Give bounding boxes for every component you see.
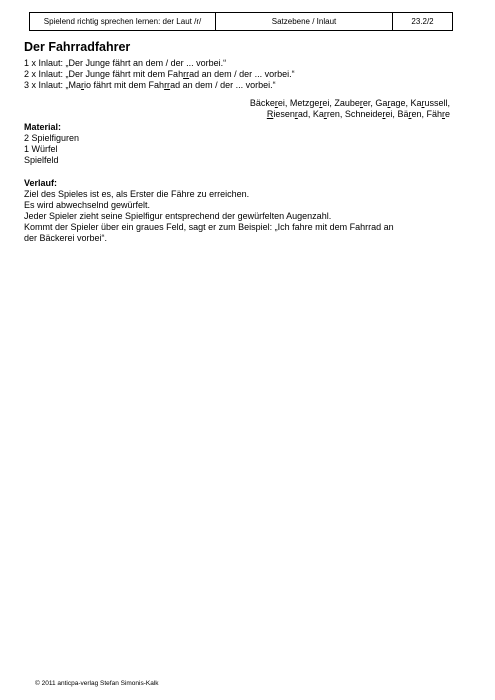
sentence-3-text-a: 3 x Inlaut: „Ma	[24, 80, 82, 90]
sentence-3-text-b: io fährt mit dem Fah	[84, 80, 165, 90]
verlauf-line: Jeder Spieler zieht seine Spielfigur entsprechend der gewürfelten Augenzahl.	[24, 211, 332, 221]
sentence-2-underlined: rr	[183, 69, 190, 79]
word-item: Bäckerei,	[249, 98, 290, 108]
header-series-title: Spielend richtig sprechen lernen: der Laut /r/	[30, 13, 216, 30]
material-item: Spielfeld	[24, 155, 59, 165]
verlauf-line: Es wird abwechselnd gewürfelt.	[24, 200, 151, 210]
sentence-1	[24, 58, 226, 69]
sentence-3-underlined-2: rr	[164, 80, 171, 90]
word-item: Fähre	[426, 109, 450, 119]
material-heading: Material:	[24, 122, 62, 132]
header-page-number: 23.2/2	[411, 17, 434, 26]
sentence-3	[24, 80, 276, 91]
word-list-line-2	[267, 109, 450, 120]
word-item: Metzgerei,	[289, 98, 335, 108]
sentence-2-text-a: 2 x Inlaut: „Der Junge fährt mit dem Fah	[24, 69, 184, 79]
verlauf-heading: Verlauf:	[24, 178, 58, 188]
word-item: Karren,	[312, 109, 345, 119]
word-item: Riesenrad,	[266, 109, 313, 119]
word-list-line-1	[250, 98, 450, 109]
word-item: Zauberer,	[334, 98, 376, 108]
material-item: 2 Spielfiguren	[24, 133, 80, 143]
verlauf-line: der Bäckerei vorbei“.	[24, 233, 108, 243]
copyright-footer: © 2011 anticpa-verlag Stefan Simonis-Kalk	[35, 680, 159, 687]
header-table	[29, 12, 453, 31]
sentence-2-text-b: ad an dem / der ... vorbei.“	[189, 69, 295, 79]
sentence-1-text: 1 x Inlaut: „Der Junge fährt an dem / der ... vorbei.“	[24, 58, 227, 68]
sentence-2	[24, 69, 295, 80]
material-item: 1 Würfel	[24, 144, 58, 154]
sentence-3-underlined-1: r	[81, 80, 85, 90]
header-level: Satzebene / Inlaut	[216, 13, 393, 30]
verlauf-line: Kommt der Spieler über ein graues Feld, sagt er zum Beispiel: „Ich fahre mit dem Fahrrad an	[24, 222, 394, 232]
word-item: Garage,	[375, 98, 411, 108]
sentence-3-text-c: ad an dem / der ... vorbei.“	[170, 80, 276, 90]
word-item: Schneiderei,	[344, 109, 398, 119]
verlauf-line: Ziel des Spieles ist es, als Erster die Fähre zu erreichen.	[24, 189, 250, 199]
page-title: Der Fahrradfahrer	[24, 40, 131, 54]
word-item: Karussell,	[410, 98, 450, 108]
word-item: Bären,	[397, 109, 427, 119]
